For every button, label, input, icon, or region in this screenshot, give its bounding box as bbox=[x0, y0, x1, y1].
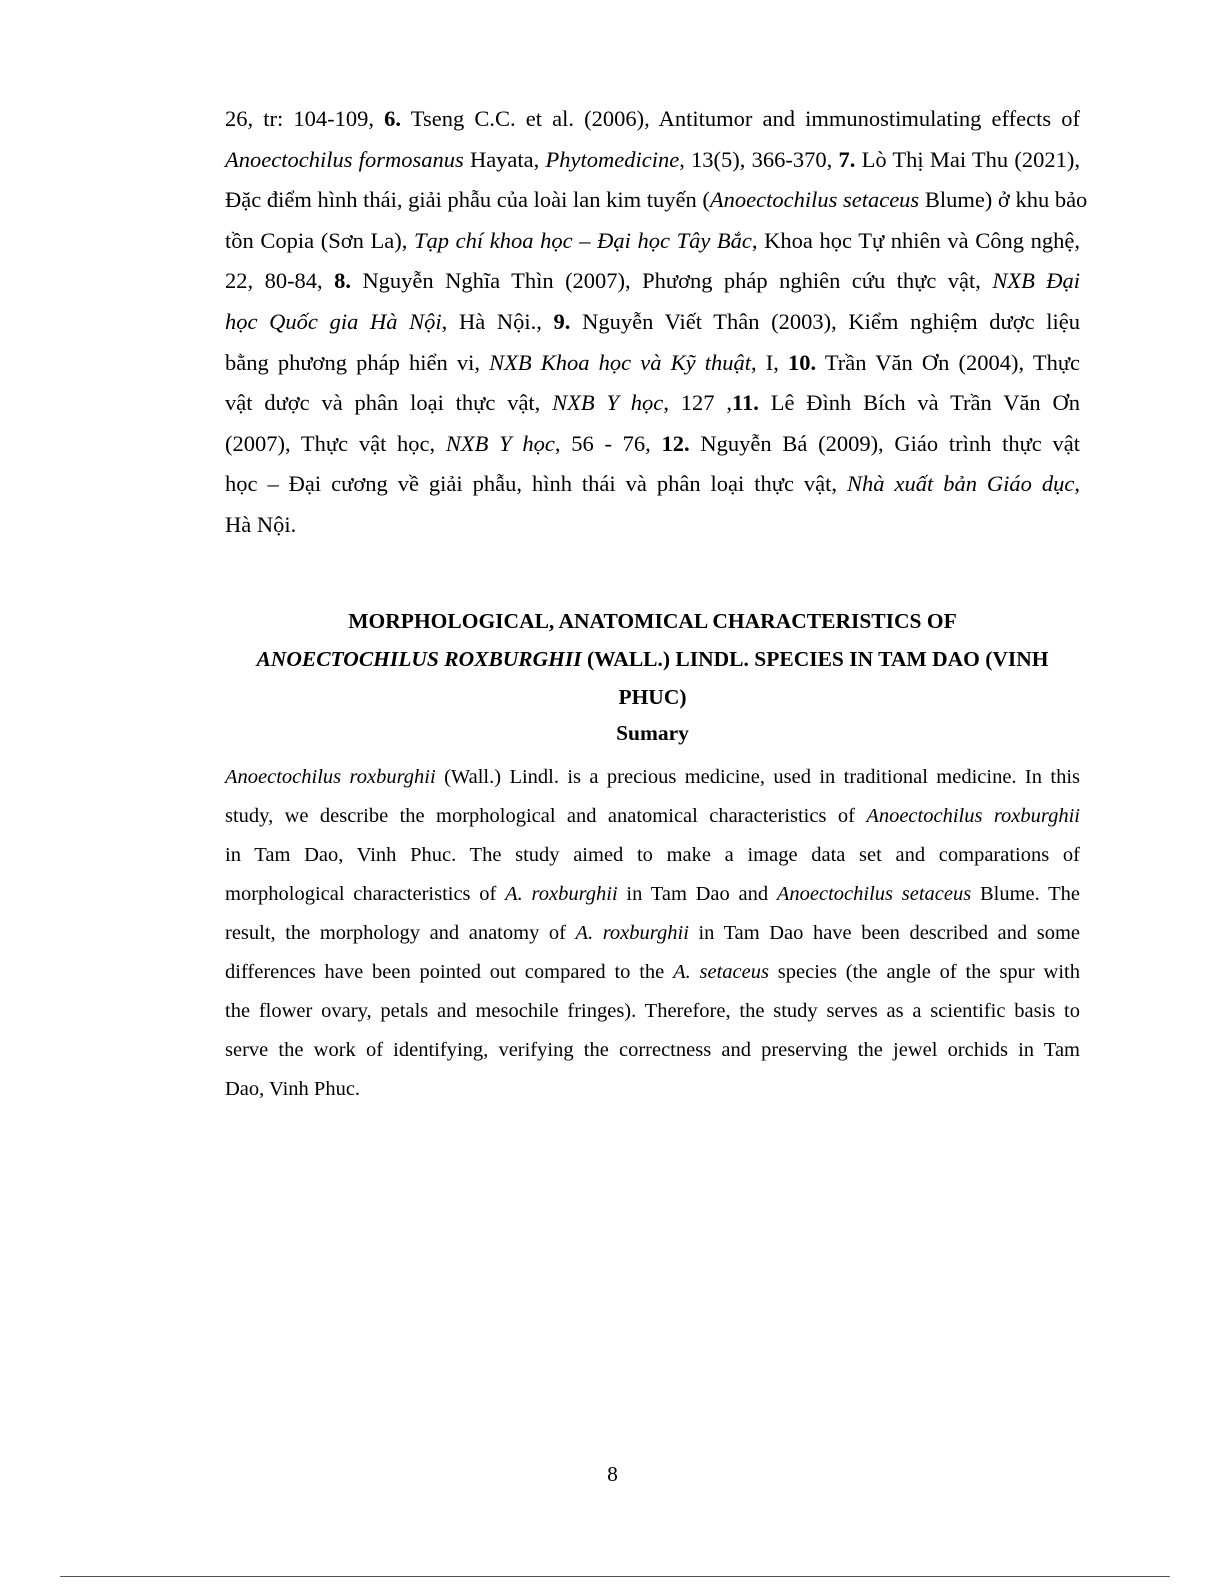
references-text: Anoectochilus formosanus bbox=[225, 146, 464, 172]
references-text: Trần Văn Ơn (2004), Thực bbox=[816, 349, 1080, 375]
references-text: tồn Copia (Sơn La), bbox=[225, 227, 414, 253]
references-text: Hayata, bbox=[463, 146, 546, 172]
title-text: (WALL.) LINDL. SPECIES IN TAM DAO (VINH bbox=[581, 647, 1049, 671]
references-text: NXB Khoa học và Kỹ thuật bbox=[489, 349, 751, 375]
references-text: 10. bbox=[787, 349, 817, 375]
references-line bbox=[225, 99, 1080, 140]
abstract-text: study, we describe the morphological and anatomical characteristics of bbox=[225, 805, 867, 827]
references-text: Nguyễn Nghĩa Thìn (2007), Phương pháp nghiên cứu thực vật, bbox=[351, 268, 993, 294]
title-text: ANOECTOCHILUS ROXBURGHII bbox=[256, 647, 582, 671]
abstract-text: morphological characteristics of bbox=[225, 883, 506, 905]
references-text: Tseng C.C. et al. (2006), Antitumor and immunostimulating effects of bbox=[401, 106, 1080, 131]
references-line bbox=[225, 261, 1080, 302]
references-text: 12. bbox=[661, 430, 690, 456]
abstract-text: Anoectochilus setaceus bbox=[776, 883, 972, 905]
references-text: 6. bbox=[384, 106, 402, 131]
references-line bbox=[225, 180, 1088, 221]
references-text: 7. bbox=[838, 146, 856, 172]
bottom-rule bbox=[60, 1576, 1170, 1577]
title-text: MORPHOLOGICAL, ANATOMICAL CHARACTERISTICS OF bbox=[348, 609, 957, 633]
title-text: PHUC) bbox=[618, 685, 687, 709]
abstract-line bbox=[225, 953, 1080, 992]
abstract-text: A. setaceus bbox=[673, 961, 769, 983]
references-text: Nhà xuất bản Giáo dục bbox=[847, 471, 1075, 497]
references-paragraph bbox=[225, 99, 1088, 546]
abstract-text: in Tam Dao, Vinh Phuc. The study aimed to make a image data set and comparations of bbox=[225, 844, 1080, 866]
references-text: , bbox=[1074, 471, 1080, 497]
references-line bbox=[225, 383, 1080, 424]
references-text: NXB Đại bbox=[992, 268, 1080, 294]
references-text: Lò Thị Mai Thu (2021), bbox=[855, 146, 1080, 172]
abstract-text: serve the work of identifying, verifying the correctness and preserving the jewel orchids in Tam bbox=[225, 1039, 1080, 1061]
abstract-line bbox=[225, 992, 1080, 1031]
title-line bbox=[225, 602, 1080, 640]
abstract-text: A. roxburghii bbox=[505, 883, 618, 905]
references-text: Phytomedicine bbox=[545, 146, 680, 172]
references-line bbox=[225, 140, 1080, 181]
abstract-line bbox=[225, 836, 1080, 875]
article-title bbox=[225, 602, 1080, 716]
references-line bbox=[225, 424, 1080, 465]
abstract-line bbox=[225, 1031, 1080, 1070]
references-text: 26, tr: 104-109, bbox=[225, 106, 385, 131]
abstract-text: Blume. The bbox=[971, 883, 1080, 905]
references-text: học Quốc gia Hà Nội bbox=[225, 308, 442, 334]
references-line bbox=[225, 302, 1080, 343]
references-text: học – Đại cương về giải phẫu, hình thái và phân loại thực vật, bbox=[225, 471, 847, 497]
abstract-line bbox=[225, 1070, 1080, 1109]
title-line bbox=[225, 678, 1080, 716]
references-text: Tạp chí khoa học – Đại học Tây Bắc bbox=[414, 227, 752, 253]
abstract-text: A. roxburghii bbox=[575, 922, 689, 944]
abstract-line bbox=[225, 758, 1080, 797]
references-text: , I, bbox=[750, 349, 788, 375]
abstract-text: in Tam Dao and bbox=[617, 883, 777, 905]
references-text: Nguyễn Bá (2009), Giáo trình thực vật bbox=[689, 430, 1081, 456]
abstract-line bbox=[225, 914, 1080, 953]
abstract-text: Dao, Vinh Phuc. bbox=[225, 1078, 361, 1100]
references-text: , 127 , bbox=[663, 390, 732, 416]
abstract-text: (Wall.) Lindl. is a precious medicine, used in traditional medicine. In this bbox=[435, 766, 1080, 788]
references-line bbox=[225, 464, 1080, 505]
references-text: Lê Đình Bích và Trần Văn Ơn bbox=[758, 390, 1081, 416]
references-text: 22, 80-84, bbox=[225, 268, 335, 294]
abstract-paragraph bbox=[225, 758, 1080, 1109]
references-text: vật dược và phân loại thực vật, bbox=[225, 390, 553, 416]
references-text: 8. bbox=[334, 268, 351, 294]
abstract-text: Anoectochilus roxburghii bbox=[225, 766, 436, 788]
references-text: bằng phương pháp hiển vi, bbox=[225, 349, 490, 375]
abstract-text: the flower ovary, petals and mesochile fringes). Therefore, the study serves as a scientific basis to bbox=[225, 1000, 1080, 1022]
references-text: NXB Y học bbox=[552, 390, 664, 416]
abstract-line bbox=[225, 875, 1080, 914]
references-line bbox=[225, 221, 1080, 262]
title-line bbox=[225, 640, 1080, 678]
references-text: 11. bbox=[731, 390, 759, 416]
abstract-line bbox=[225, 797, 1080, 836]
references-text: Hà Nội. bbox=[225, 511, 297, 537]
references-text: , Khoa học Tự nhiên và Công nghệ, bbox=[751, 227, 1080, 253]
abstract-text: species (the angle of the spur with bbox=[768, 961, 1080, 983]
abstract-text: Anoectochilus roxburghii bbox=[866, 805, 1081, 827]
references-text: , Hà Nội., bbox=[441, 308, 554, 334]
references-text: Đặc điểm hình thái, giải phẫu của loài lan kim tuyến ( bbox=[225, 187, 710, 213]
references-text: Blume) ở khu bảo bbox=[919, 187, 1088, 213]
abstract-text: differences have been pointed out compared to the bbox=[225, 961, 674, 983]
references-text: Anoectochilus setaceus bbox=[709, 187, 920, 213]
references-text: , 13(5), 366-370, bbox=[679, 146, 839, 172]
references-line bbox=[225, 343, 1080, 384]
references-text: NXB Y học bbox=[445, 430, 555, 456]
summary-heading: Sumary bbox=[616, 721, 689, 745]
references-text: , 56 - 76, bbox=[554, 430, 662, 456]
references-text: Nguyễn Viết Thân (2003), Kiểm nghiệm dược liệu bbox=[570, 308, 1080, 334]
references-text: 9. bbox=[553, 308, 571, 334]
abstract-text: in Tam Dao have been described and some bbox=[688, 922, 1080, 944]
references-text: (2007), Thực vật học, bbox=[225, 430, 446, 456]
references-line bbox=[225, 505, 1080, 546]
abstract-text: result, the morphology and anatomy of bbox=[225, 922, 576, 944]
page-number: 8 bbox=[607, 1462, 618, 1486]
